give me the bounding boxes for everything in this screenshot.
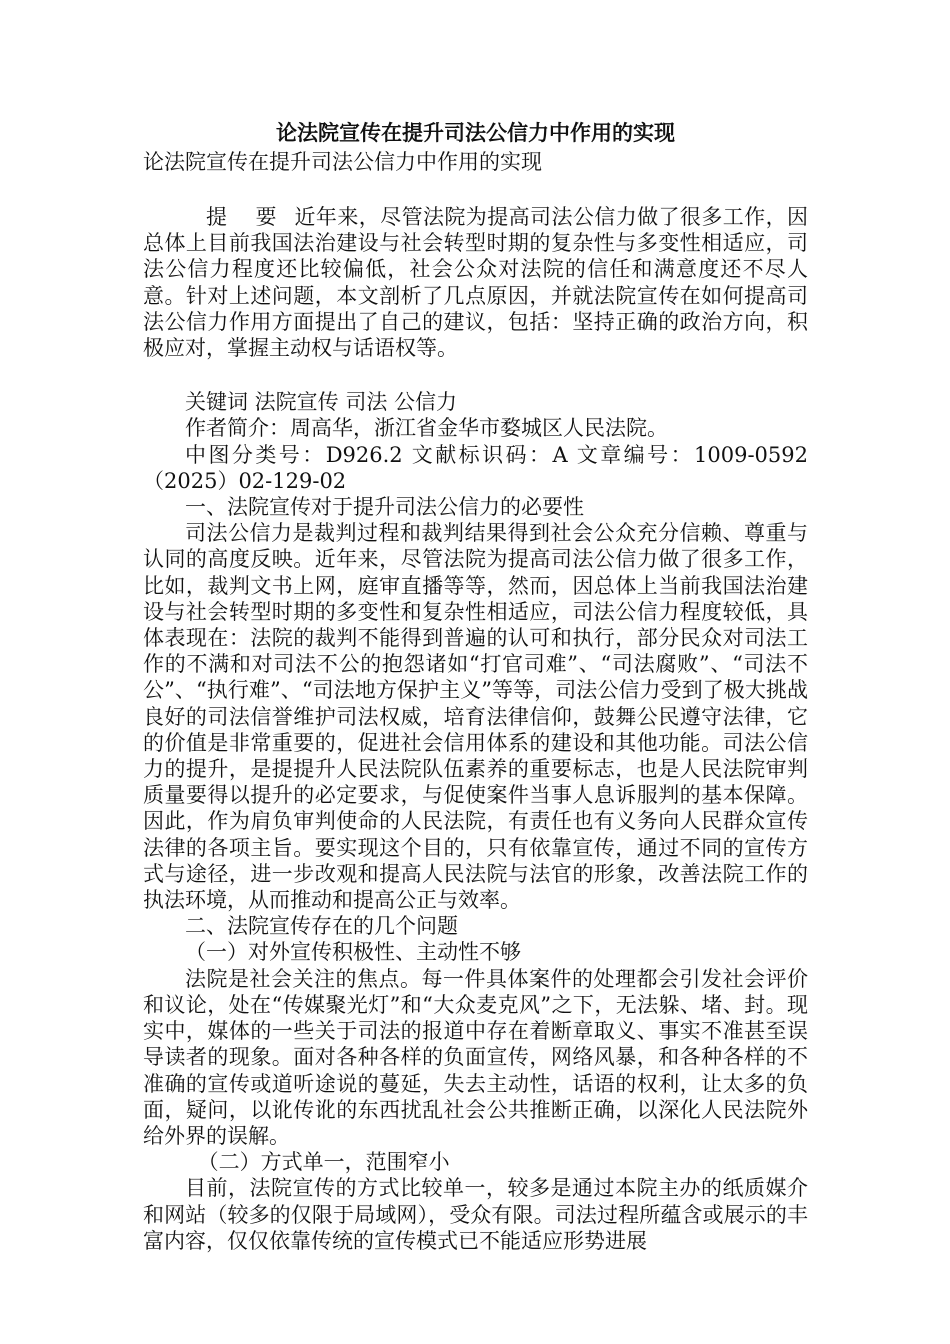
subsection2-heading: （二）方式单一，范围窄小: [197, 1150, 450, 1175]
abstract-text: 近年来，尽管法院为提高司法公信力做了很多工作，因总体上目前我国法治建设与社会转型时期的复杂性与多变性相适应，司法公信力程度还比较偏低，社会公众对法院的信任和满意度还不尽人意。针对上述问题，本文剖析了几点原因，并就法院宣传在如何提高司法公信力作用方面提出了自己的建议，包括：坚持正确的政治方向，积极应对，掌握主动权与话语权等。: [143, 205, 808, 361]
abstract: [143, 204, 808, 361]
section2-heading: 二、法院宣传存在的几个问题: [185, 914, 458, 939]
spacer: [143, 361, 808, 389]
section1-heading: 一、法院宣传对于提升司法公信力的必要性: [185, 495, 584, 520]
author-info: 作者简介：周高华，浙江省金华市婺城区人民法院。: [185, 416, 668, 441]
subsection1-heading: （一）对外宣传积极性、主动性不够: [185, 940, 521, 965]
subsection2-paragraph: 目前，法院宣传的方式比较单一，较多是通过本院主办的纸质媒介和网站（较多的仅限于局域网），受众有限。司法过程所蕴含或展示的丰富内容，仅仅依靠传统的宣传模式已不能适应形势进展: [143, 1176, 808, 1253]
classification-info: 中图分类号：D926.2 文献标识码：A 文章编号：1009-0592（2025）02-129-02: [143, 442, 808, 493]
document-title: 论法院宣传在提升司法公信力中作用的实现: [276, 120, 675, 145]
abstract-label: 提 要: [206, 205, 288, 229]
spacer: [143, 176, 808, 204]
section1-paragraph: 司法公信力是裁判过程和裁判结果得到社会公众充分信赖、尊重与认同的高度反映。近年来，尽管法院为提高司法公信力做了很多工作，比如，裁判文书上网，庭审直播等等，然而，因总体上当前我国法治建设与社会转型时期的多变性和复杂性相适应，司法公信力程度较低，具体表现在：法院的裁判不能得到普遍的认可和执行，部分民众对司法工作的不满和对司法不公的抱怨诸如“打官司难”、“司法腐败”、“司法不公”、“执行难”、“司法地方保护主义”等等，司法公信力受到了极大挑战良好的司法信誉维护司法权威，培育法律信仰，鼓舞公民遵守法律，它的价值是非常重要的，促进社会信用体系的建设和其他功能。司法公信力的提升，是提提升人民法院队伍素养的重要标志，也是人民法院审判质量要得以提升的必定要求，与促使案件当事人息诉服判的基本保障。因此，作为肩负审判使命的人民法院，有责任也有义务向人民群众宣传法律的各项主旨。要实现这个目的，只有依靠宣传，通过不同的宣传方式与途径，进一步改观和提高人民法院与法官的形象，改善法院工作的执法环境，从而推动和提高公正与效率。: [143, 521, 808, 913]
subsection1-paragraph: 法院是社会关注的焦点。每一件具体案件的处理都会引发社会评价和议论，处在“传媒聚光灯”和“大众麦克风”之下，无法躲、堵、封。现实中，媒体的一些关于司法的报道中存在着断章取义、事实不准甚至误导读者的现象。面对各种各样的负面宣传，网络风暴，和各种各样的不准确的宣传或道听途说的蔓延，失去主动性，话语的权利，让太多的负面，疑问，以讹传讹的东西扰乱社会公共推断正确，以深化人民法院外给外界的误解。: [143, 966, 808, 1148]
document-subtitle: 论法院宣传在提升司法公信力中作用的实现: [143, 150, 542, 174]
keywords: 关键词 法院宣传 司法 公信力: [185, 390, 458, 415]
document-page: [143, 118, 808, 1254]
